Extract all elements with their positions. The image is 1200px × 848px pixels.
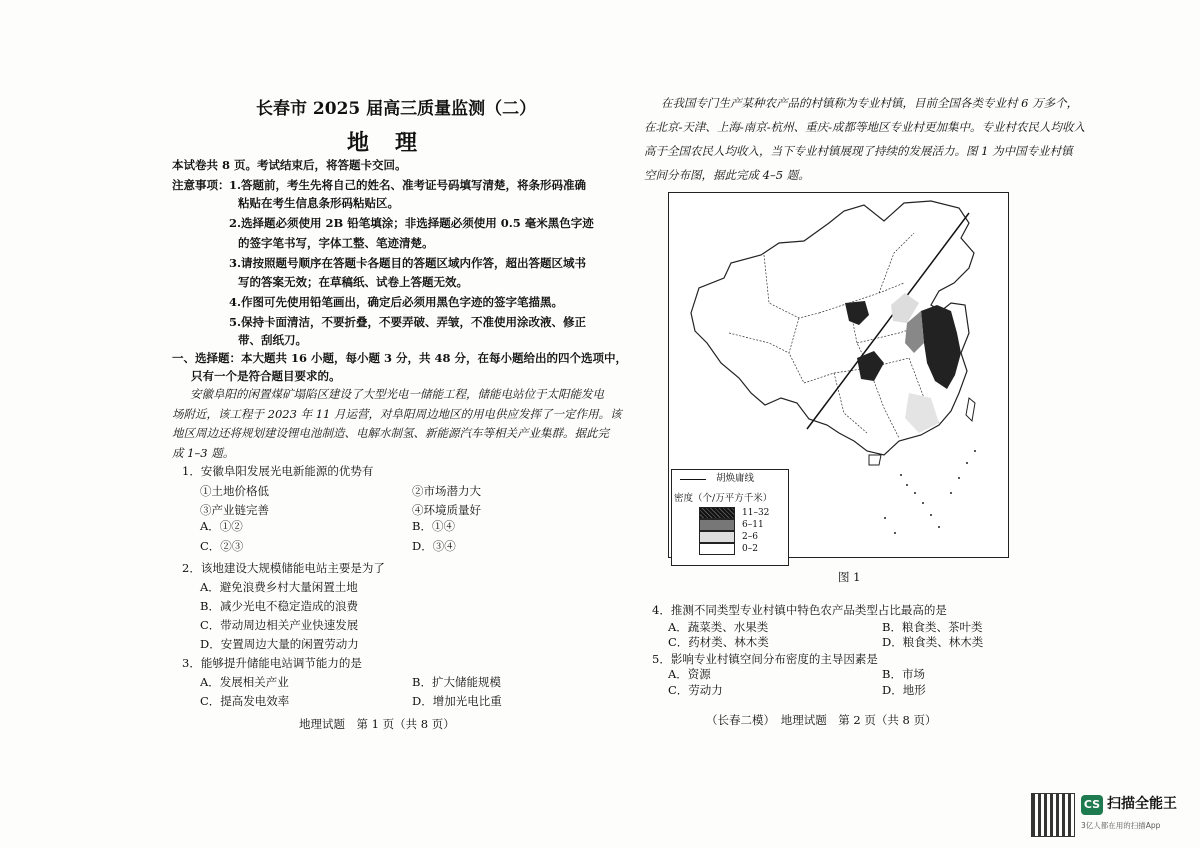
notice-line: 1.答题前，考生先将自己的姓名、准考证号码填写清楚，将条形码准确 [229,178,587,192]
passage-line: 安徽阜阳的闲置煤矿塌陷区建设了大型光电一储能工程，储能电站位于太阳能发电 [190,387,604,401]
answer-option: A．蔬菜类、水果类 [668,620,769,634]
subject-title: 地 理 [347,130,420,156]
passage-line: 场附近，该工程于 2023 年 11 月运营，对阜阳周边地区的用电供应发挥了一定作用。该 [172,407,622,421]
hu-line-legend-swatch [680,479,706,480]
legend-swatch-6-11 [699,519,735,531]
passage-line: 高于全国农民人均收入，当下专业村镇展现了持续的发展活力。图 1 为中国专业村镇 [644,144,1073,158]
notice-line: 的签字笔书写，字体工整、笔迹清楚。 [238,236,434,250]
question-stem: 3．能够提升储能电站调节能力的是 [182,656,362,670]
qr-code-icon [1031,793,1075,837]
legend-class: 0–2 [742,544,758,554]
figure-caption: 图 1 [838,570,861,584]
answer-option: D．安置周边大量的闲置劳动力 [200,637,359,651]
answer-option: D．③④ [412,539,456,553]
legend-swatch-11-32 [699,507,735,519]
statement-item: ③产业链完善 [200,503,269,517]
answer-option: C．劳动力 [668,683,723,697]
hainan-island [869,455,881,465]
legend-class: 11–32 [742,508,770,518]
answer-option: C．②③ [200,539,244,553]
exam-title: 长春市 2025 届高三质量监测（二） [256,99,537,119]
scanner-brand: 扫描全能王 [1107,796,1177,812]
notice-line: 4.作图可先使用铅笔画出，确定后必须用黑色字迹的签字笔描黑。 [229,295,564,309]
passage-line: 在我国专门生产某种农产品的村镇称为专业村镇，目前全国各类专业村 6 万多个， [661,96,1079,110]
notice-label: 注意事项： [172,178,230,192]
answer-option: D．粮食类、林木类 [882,635,984,649]
question-stem: 5．影响专业村镇空间分布密度的主导因素是 [652,652,878,666]
answer-option: B．市场 [882,667,925,681]
answer-option: B．①④ [412,519,455,533]
question-stem: 4．推测不同类型专业村镇中特色农产品类型占比最高的是 [652,603,947,617]
passage-line: 地区周边还将规划建设锂电池制造、电解水制氢、新能源汽车等相关产业集群。据此完 [172,426,609,440]
passage-line: 成 1–3 题。 [172,446,235,460]
answer-option: B．扩大储能规模 [412,675,501,689]
answer-option: A．避免浪费乡村大量闲置土地 [200,580,358,594]
legend-class: 2–6 [742,532,758,542]
legend-line-label: 胡焕庸线 [716,473,755,484]
legend-swatch-2-6 [699,531,735,543]
passage-line: 空间分布图，据此完成 4–5 题。 [644,168,810,182]
answer-option: A．资源 [668,667,711,681]
answer-option: C．带动周边相关产业快速发展 [200,618,359,632]
taiwan-island [966,398,975,421]
answer-option: C．药材类、林木类 [668,635,769,649]
question-stem: 2．该地建设大规模储能电站主要是为了 [182,561,385,575]
passage-line: 在北京-天津、上海-南京-杭州、重庆-成都等地区专业村更加集中。专业村农民人均收入 [644,120,1086,134]
notice-line: 写的答案无效；在草稿纸、试卷上答题无效。 [238,275,468,289]
answer-option: C．提高发电效率 [200,694,290,708]
map-legend [671,469,789,566]
legend-swatch-0-2 [699,543,735,555]
page-footer: （长春二模） 地理试题 第 2 页（共 8 页） [706,713,937,727]
answer-option: A．发展相关产业 [200,675,289,689]
answer-option: D．地形 [882,683,926,697]
notice-line: 2.选择题必须使用 2B 铅笔填涂；非选择题必须使用 0.5 毫米黑色字迹 [229,216,594,230]
page-footer: 地理试题 第 1 页（共 8 页） [299,717,455,731]
south-china-sea-islands [884,450,976,534]
statement-item: ②市场潜力大 [412,484,481,498]
notice-line: 粘贴在考生信息条形码粘贴区。 [238,196,399,210]
statement-item: ④环境质量好 [412,503,481,517]
answer-option: B．粮食类、茶叶类 [882,620,983,634]
section-heading: 一、选择题：本大题共 16 小题，每小题 3 分，共 48 分，在每小题给出的四个选项中， [172,351,628,365]
answer-option: A．①② [200,519,243,533]
statement-item: ①土地价格低 [200,484,269,498]
notice-line: 5.保持卡面清洁，不要折叠，不要弄破、弄皱，不准使用涂改液、修正 [229,315,587,329]
scanner-tagline: 3亿人都在用的扫描App [1081,821,1161,830]
answer-option: B．减少光电不稳定造成的浪费 [200,599,358,613]
legend-class: 6–11 [742,520,764,530]
notice-line: 3.请按照题号顺序在答题卡各题目的答题区域内作答，超出答题区域书 [229,256,587,270]
question-stem: 1．安徽阜阳发展光电新能源的优势有 [182,464,374,478]
intro-text: 本试卷共 8 页。考试结束后，将答题卡交回。 [172,158,407,172]
answer-option: D．增加光电比重 [412,694,502,708]
notice-line: 带、刮纸刀。 [238,333,307,347]
camscanner-logo-icon: CS [1081,795,1103,815]
legend-density-label: 密度（个/万平方千米） [674,493,773,504]
section-heading: 只有一个是符合题目要求的。 [191,369,341,383]
